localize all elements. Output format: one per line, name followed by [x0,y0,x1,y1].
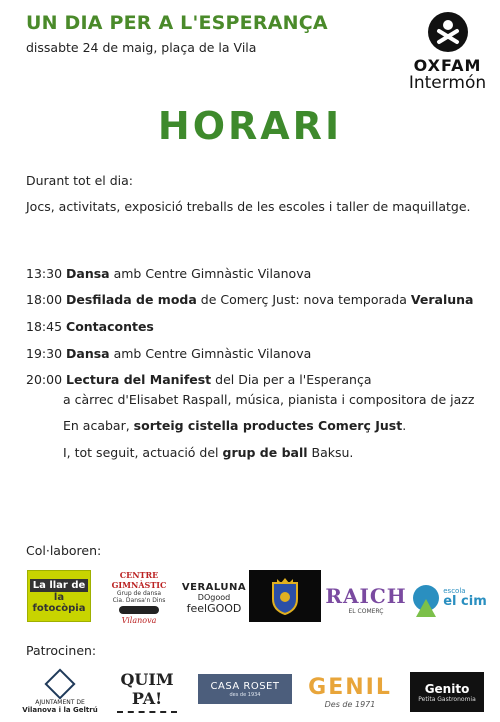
logo-text: Vilanova [121,615,157,625]
logo-text: EL COMERÇ [348,607,384,615]
schedule-activity: Desfilada de moda [66,292,197,307]
schedule-time: 18:45 [26,319,63,334]
schedule-item [26,266,311,281]
detail-text: En acabar, [63,418,134,433]
detail-text: I, tot seguit, actuació del [63,445,223,460]
event-title: UN DIA PER A L'ESPERANÇA [26,12,328,34]
logo-veraluna [181,574,247,622]
logo-text: Des de 1971 [324,700,376,709]
schedule-item [26,346,311,361]
schedule-detail: amb Centre Gimnàstic Vilanova [109,266,312,281]
schedule-detail-line [63,418,406,433]
detail-bold: grup de ball [222,445,308,460]
logo-text: Petita Gastronomia [418,695,476,703]
schedule-brand: Veraluna [410,292,474,307]
schedule-detail-line [63,445,353,460]
oxfam-logo [400,12,495,93]
schedule-activity: Contacontes [66,319,154,334]
schedule-time: 20:00 [26,372,63,387]
schedule-time: 19:30 [26,346,63,361]
intro-label: Durant tot el dia: [26,173,133,188]
logo-text: La llar de [30,579,89,592]
logo-crest [249,570,321,622]
schedule-activity: Lectura del Manifest [66,372,212,387]
logo-escola-el-cim [410,578,490,618]
logo-llar-fotocopia [27,570,91,622]
crest-icon [270,577,300,615]
schedule-detail: del Dia per a l'Esperança [211,372,372,387]
logo-casa-roset [198,674,292,704]
logo-text: Cia. Dansa'n Dins [112,596,166,604]
logo-text: Grup de dansa [116,589,162,597]
logo-text: des de 1934 [229,691,261,698]
schedule-detail: amb Centre Gimnàstic Vilanova [109,346,312,361]
intro-text: Jocs, activitats, exposició treballs de les escoles i taller de maquillatge. [26,199,471,214]
schedule-detail: de Comerç Just: nova temporada [196,292,411,307]
logo-raich [325,576,407,622]
sponsors-label: Patrocinen: [26,643,97,658]
logo-text: CASA ROSET [210,680,280,692]
logo-text: QUIM PA! [120,670,174,708]
wheat-icon [117,711,177,716]
logo-genil [301,670,399,714]
logo-text: Vilanova i la Geltrú [22,705,98,714]
logo-text: escola [443,587,466,595]
oxfam-brand: OXFAM [413,56,482,75]
ajuntament-icon [44,668,75,699]
collaborators-label: Col·laboren: [26,543,102,558]
logo-ajuntament [22,668,98,718]
schedule-activity: Dansa [66,266,110,281]
oxfam-sub: Intermón [408,73,487,93]
schedule-time: 13:30 [26,266,63,281]
oxfam-icon [428,12,468,52]
schedule-detail-line: a càrrec d'Elisabet Raspall, música, pianista i compositora de jazz [63,392,475,407]
logo-text: AJUNTAMENT DE [35,698,85,706]
detail-text: Baksu. [307,445,354,460]
logo-quim-pa [106,670,188,716]
page-heading: HORARI [157,104,343,148]
logo-text: feelGOOD [186,601,242,615]
mountain-icon [413,585,439,611]
detail-bold: sorteig cistella productes Comerç Just [133,418,403,433]
logo-text: DOgood [197,592,231,602]
schedule-item [26,372,372,387]
logo-text: la fotocòpia [32,591,86,614]
logo-genito [410,672,484,712]
logo-text: Genito [424,681,470,696]
logo-text: RAICH [325,583,407,608]
logo-text: CENTRE GIMNÀSTIC [111,569,167,590]
schedule-activity: Dansa [66,346,110,361]
detail-text: . [402,418,407,433]
logo-centre-gimnastic [98,568,180,626]
logo-text: VERALUNA [181,581,247,593]
dumbbell-icon [119,606,159,614]
schedule-item [26,292,473,307]
schedule-time: 18:00 [26,292,63,307]
logo-text: GENIL [308,675,392,700]
event-subtitle: dissabte 24 de maig, plaça de la Vila [26,40,257,55]
schedule-item [26,319,154,334]
logo-text: el cim [443,594,487,609]
